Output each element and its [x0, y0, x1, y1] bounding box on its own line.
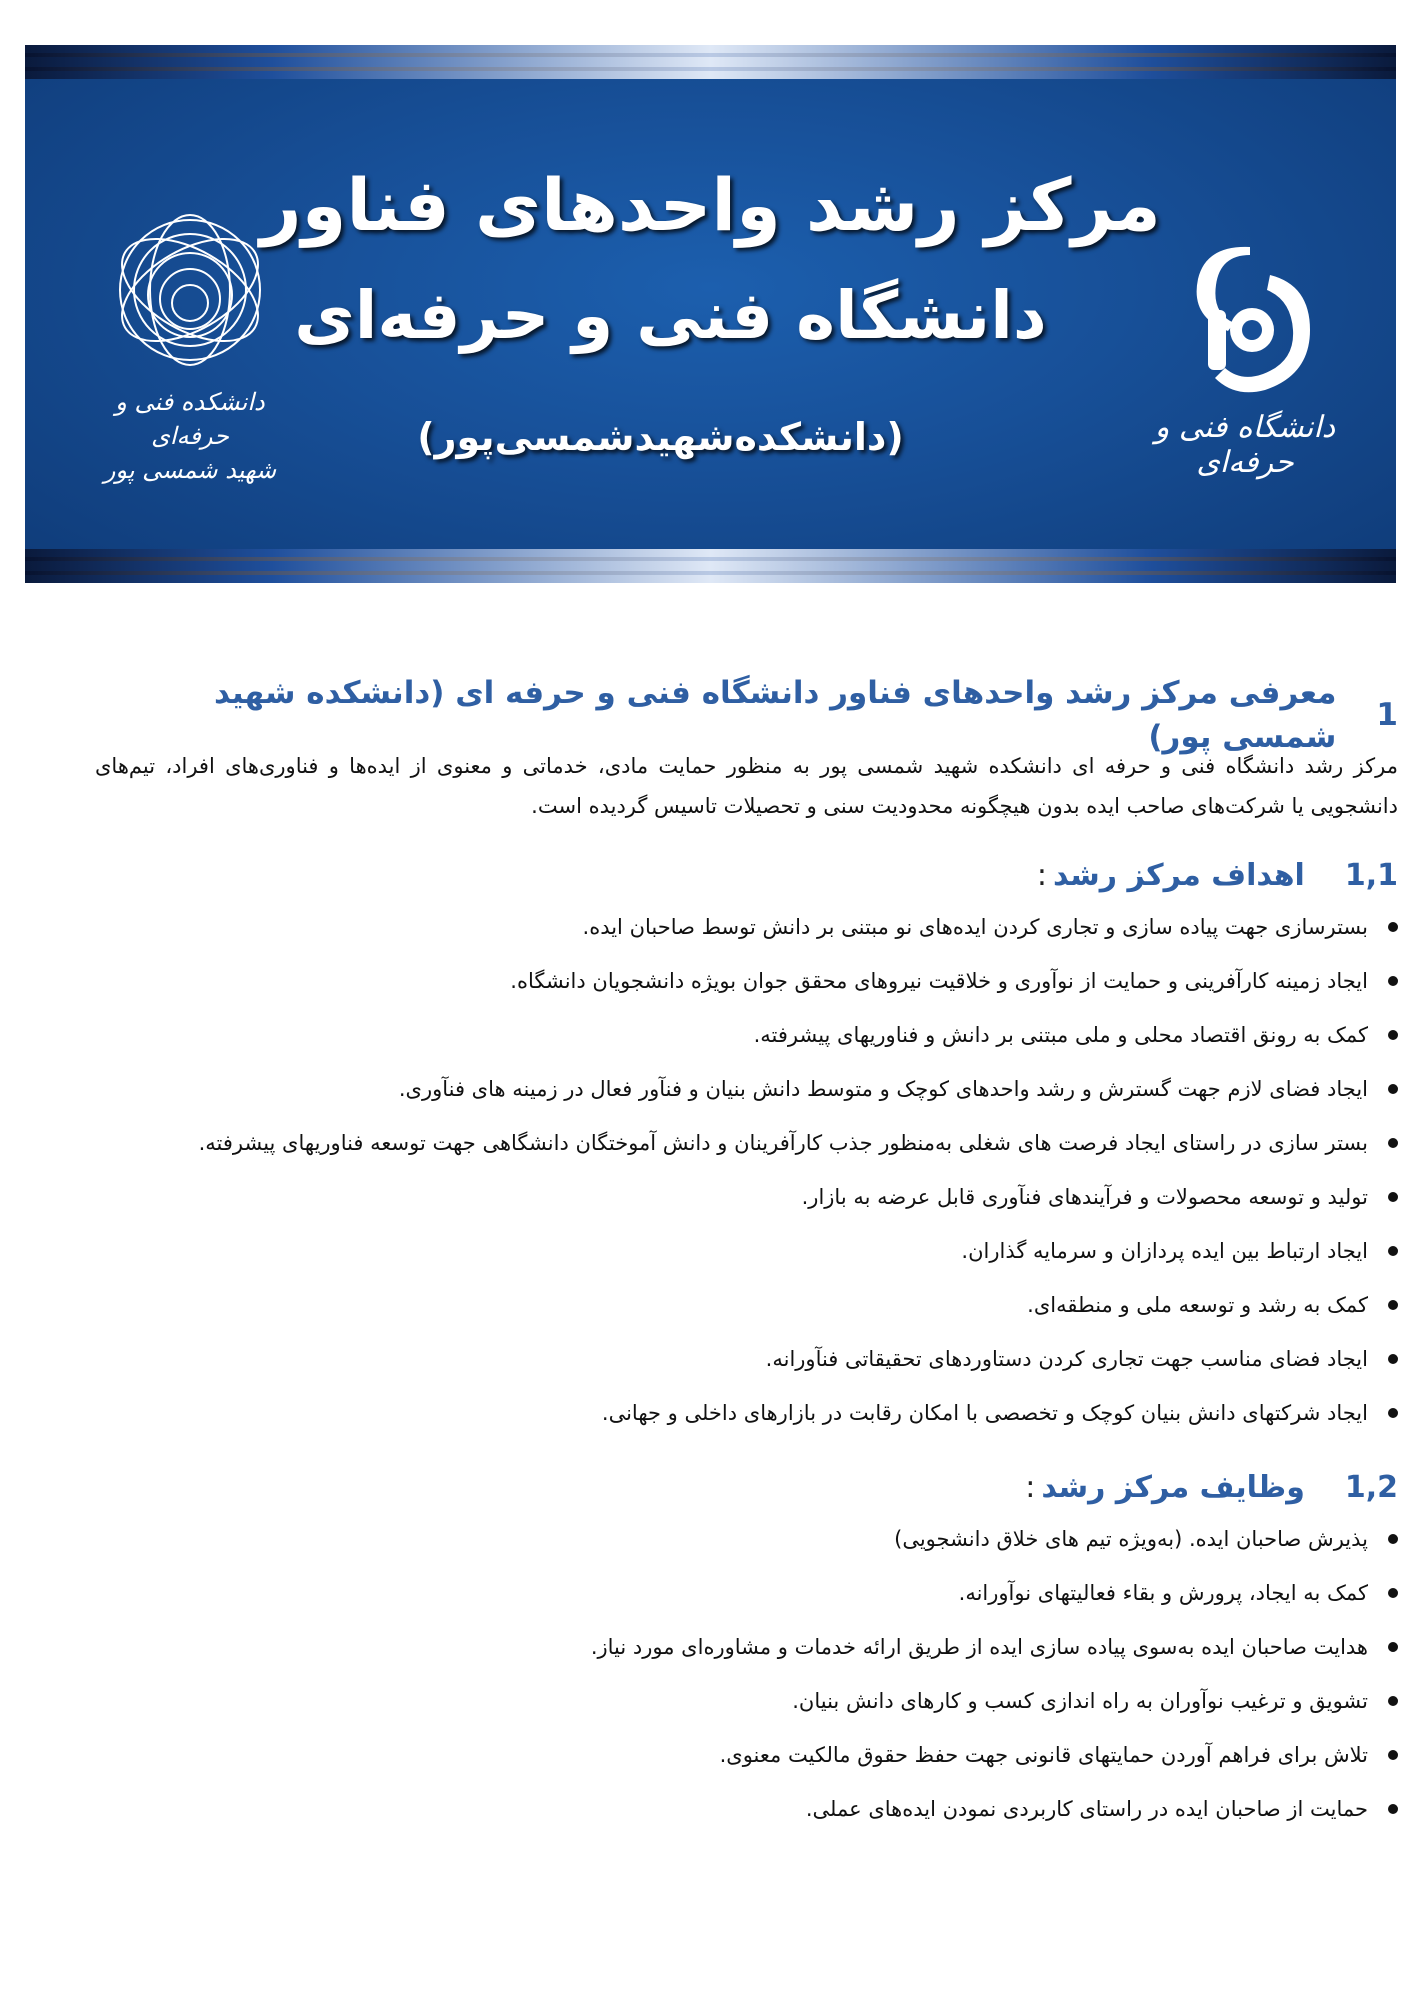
bullet-icon [1388, 1138, 1398, 1148]
banner-title-line2: دانشگاه فنی و حرفه‌ای [294, 277, 1047, 354]
college-logo-caption-line1: دانشکده فنی و حرفه‌ای [115, 388, 265, 450]
university-logo [1130, 235, 1360, 495]
bullet-icon [1388, 1408, 1398, 1418]
banner-top-band [25, 45, 1396, 79]
section-1-paragraph: مرکز رشد دانشگاه فنی و حرفه ای دانشکده شهید شمسی پور به منظور حمایت مادی، خدماتی و معنوی از ایده‌ها و فناوری‌های افراد، تیم‌های دانشجویی یا شرکت‌های صاحب ایده بدون هیچگونه محدودیت سنی و تحصیلات تاسیس گردیده است. [95, 754, 1398, 818]
bullet-icon [1388, 1354, 1398, 1364]
duties-list-item: تلاش برای فراهم آوردن حمایتهای قانونی جهت حفظ حقوق مالکیت معنوی. [95, 1728, 1398, 1782]
section-1-1-title: اهداف مرکز رشد [1052, 858, 1305, 893]
bullet-icon [1388, 1750, 1398, 1760]
goals-list-item: ایجاد فضای مناسب جهت تجاری کردن دستاوردهای تحقیقاتی فنآورانه. [95, 1332, 1398, 1386]
bullet-icon [1388, 1804, 1398, 1814]
goals-list-item: کمک به رشد و توسعه ملی و منطقه‌ای. [95, 1278, 1398, 1332]
duties-list-item: حمایت از صاحبان ایده در راستای کاربردی نمودن ایده‌های عملی. [95, 1782, 1398, 1836]
banner-title-line1: مرکز رشد واحدهای فناور [260, 163, 1161, 247]
goals-list-item: کمک به رونق اقتصاد محلی و ملی مبتنی بر دانش و فناوریهای پیشرفته. [95, 1008, 1398, 1062]
bullet-icon [1388, 1588, 1398, 1598]
bullet-icon [1388, 1192, 1398, 1202]
bullet-icon [1388, 1534, 1398, 1544]
section-1-number: 1 [1376, 697, 1398, 733]
section-1-2-title: وظایف مرکز رشد [1041, 1470, 1305, 1505]
goals-list-item: تولید و توسعه محصولات و فرآیندهای فنآوری قابل عرضه به بازار. [95, 1170, 1398, 1224]
college-emblem-icon [80, 195, 300, 385]
bullet-icon [1388, 976, 1398, 986]
bullet-icon [1388, 1642, 1398, 1652]
bullet-icon [1388, 922, 1398, 932]
bullet-icon [1388, 1030, 1398, 1040]
bullet-icon [1388, 1246, 1398, 1256]
section-1-2-number: 1,2 [1344, 1470, 1398, 1505]
section-1-2-colon: : [1025, 1470, 1036, 1505]
university-logo-caption: دانشگاه فنی و حرفه‌ای [1154, 410, 1336, 480]
goals-list-item: بستر سازی در راستای ایجاد فرصت های شغلی به‌منظور جذب کارآفرینان و دانش آموختگان دانشگاهی جهت توسعه فناوریهای پیشرفته. [95, 1116, 1398, 1170]
university-emblem-icon [1130, 235, 1360, 415]
document-body [95, 675, 1398, 1836]
section-1-heading [95, 675, 1398, 755]
college-logo [80, 195, 300, 515]
bullet-icon [1388, 1084, 1398, 1094]
bullet-icon [1388, 1300, 1398, 1310]
duties-list [95, 1512, 1398, 1836]
goals-list-item: ایجاد فضای لازم جهت گسترش و رشد واحدهای کوچک و متوسط دانش بنیان و فنآور فعال در زمینه های فنآوری. [95, 1062, 1398, 1116]
section-1-title: معرفی مرکز رشد واحدهای فناور دانشگاه فنی و حرفه ای (دانشکده شهید شمسی پور) [213, 675, 1337, 755]
goals-list-item: بسترسازی جهت پیاده سازی و تجاری کردن ایده‌های نو مبتنی بر دانش توسط صاحبان ایده. [95, 900, 1398, 954]
section-1-1-colon: : [1036, 858, 1047, 893]
section-1-1-number: 1,1 [1344, 858, 1398, 893]
section-1-1-heading [95, 854, 1398, 898]
banner-title-line3: (دانشکده‌شهیدشمسی‌پور) [417, 415, 904, 459]
duties-list-item: تشویق و ترغیب نوآوران به راه اندازی کسب و کارهای دانش بنیان. [95, 1674, 1398, 1728]
duties-list-item: هدایت صاحبان ایده به‌سوی پیاده سازی ایده از طریق ارائه خدمات و مشاوره‌ای مورد نیاز. [95, 1620, 1398, 1674]
college-logo-caption-line2: شهید شمسی پور [103, 456, 277, 484]
bullet-icon [1388, 1696, 1398, 1706]
college-logo-caption [80, 385, 300, 487]
goals-list-item: ایجاد زمینه کارآفرینی و حمایت از نوآوری و خلاقیت نیروهای محقق جوان بویژه دانشجویان دانشگاه. [95, 954, 1398, 1008]
header-banner [25, 45, 1396, 583]
duties-list-item: پذیرش صاحبان ایده. (به‌ویژه تیم های خلاق دانشجویی) [95, 1512, 1398, 1566]
banner-bottom-band [25, 549, 1396, 583]
goals-list [95, 900, 1398, 1440]
duties-list-item: کمک به ایجاد، پرورش و بقاء فعالیتهای نوآورانه. [95, 1566, 1398, 1620]
goals-list-item: ایجاد شرکتهای دانش بنیان کوچک و تخصصی با امکان رقابت در بازارهای داخلی و جهانی. [95, 1386, 1398, 1440]
section-1-2-heading [95, 1466, 1398, 1510]
goals-list-item: ایجاد ارتباط بین ایده پردازان و سرمایه گذاران. [95, 1224, 1398, 1278]
